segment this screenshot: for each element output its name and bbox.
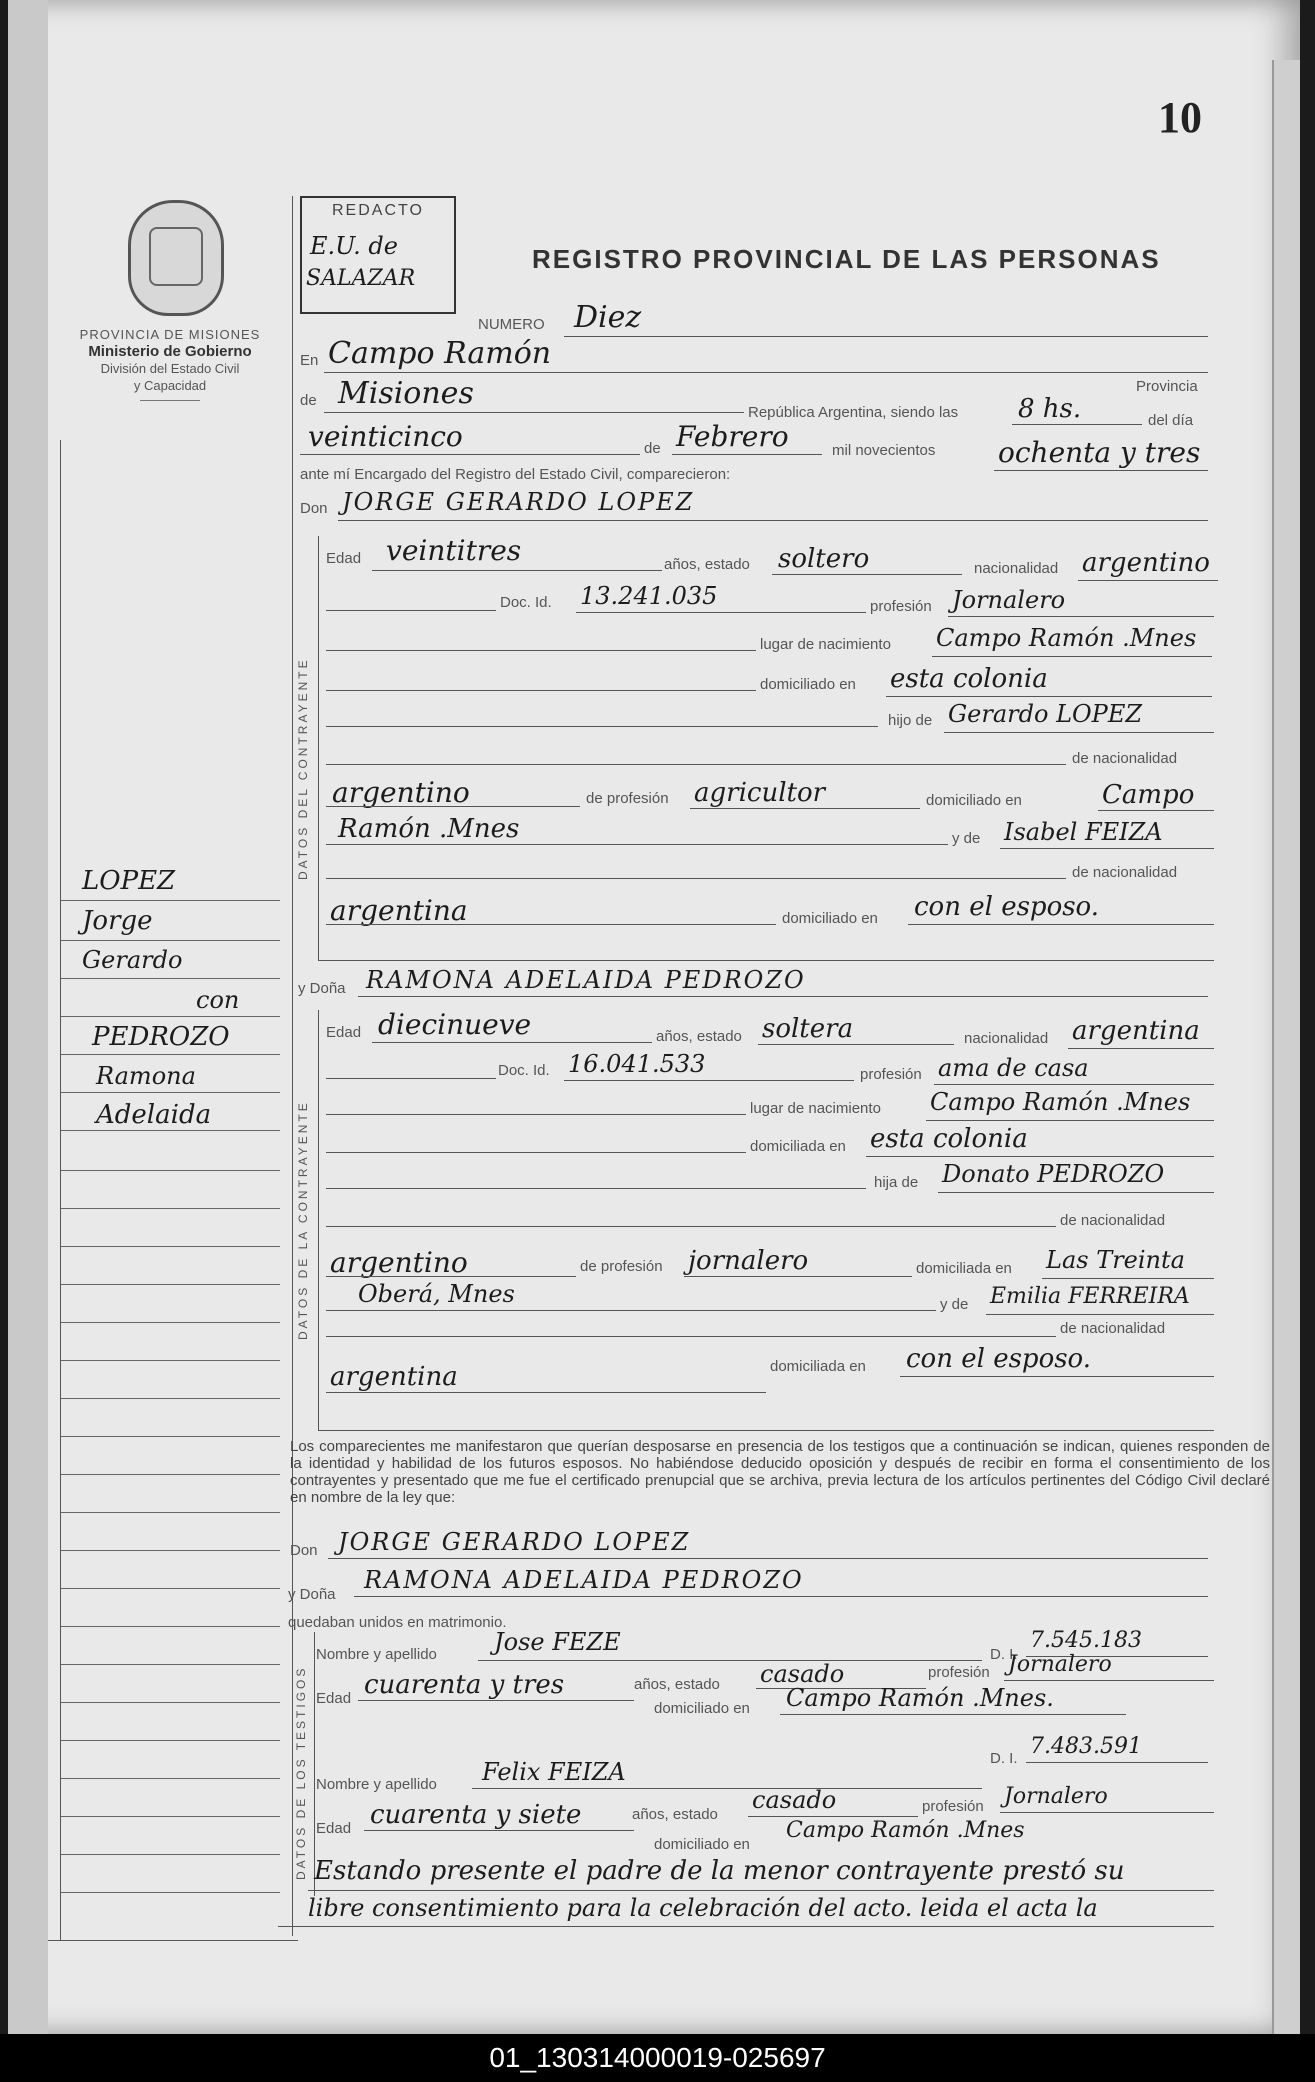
- t1-dom-label: domiciliado en: [654, 1700, 750, 1717]
- c2-padre-dom-label: domiciliada en: [916, 1260, 1012, 1277]
- margin-name-2: Gerardo: [82, 946, 183, 974]
- decl-quedaban: quedaban unidos en matrimonio.: [288, 1614, 507, 1631]
- division-line1: División del Estado Civil: [100, 361, 240, 376]
- ante-label: ante mí Encargado del Registro del Estado Civil, comparecieron:: [300, 466, 731, 483]
- c1-padre-nac-label: de nacionalidad: [1072, 750, 1178, 767]
- c2-padre-dom1: Las Treinta: [1046, 1246, 1185, 1274]
- t1-edad: cuarenta y tres: [364, 1670, 565, 1700]
- de-label-2: de: [644, 440, 661, 457]
- t2-dom-label: domiciliado en: [654, 1836, 750, 1853]
- c1-padre-prof: agricultor: [694, 778, 826, 808]
- stamp-label: REDACTO: [332, 202, 424, 219]
- en-label: En: [300, 352, 319, 369]
- contrayente1-side-label: DATOS DEL CONTRAYENTE: [296, 657, 310, 880]
- division-line2: y Capacidad: [133, 378, 207, 393]
- c2-edad: diecinueve: [378, 1008, 532, 1041]
- c1-nac-label: nacionalidad: [974, 560, 1059, 577]
- t1-estado: casado: [760, 1660, 845, 1688]
- c1-edad-label: Edad: [326, 550, 362, 567]
- c1-madre-nac: argentina: [330, 894, 468, 927]
- register-page: [8, 0, 1300, 2034]
- c2-edad-label: Edad: [326, 1024, 362, 1041]
- c2-doc-label: Doc. Id.: [498, 1062, 550, 1079]
- provincia-label: Provincia: [1136, 378, 1198, 395]
- ministry-block: [60, 326, 280, 401]
- c2-nacionalidad: argentina: [1072, 1016, 1200, 1046]
- c2-lugarnac-label: lugar de nacimiento: [750, 1100, 881, 1117]
- c1-prof-label: profesión: [870, 598, 932, 615]
- t2-edad-label: Edad: [316, 1820, 352, 1837]
- c1-madre-nac-label: de nacionalidad: [1072, 864, 1178, 881]
- frame-left-line: [292, 196, 293, 1936]
- margin-name-3: Ramona: [96, 1062, 196, 1090]
- c2-padre-prof: jornalero: [688, 1246, 809, 1276]
- c1-estado: soltero: [778, 544, 870, 574]
- anio-value: ochenta y tres: [998, 436, 1201, 469]
- c2-madre-dom-label: domiciliada en: [770, 1358, 866, 1375]
- stamp-hand-1: E.U. de: [310, 232, 398, 260]
- contrayente2-side-label: DATOS DE LA CONTRAYENTE: [296, 1100, 310, 1340]
- nota-line-2: libre consentimiento para la celebración del acto. leida el acta la: [308, 1894, 1098, 1922]
- t1-nombre: Jose FEZE: [494, 1628, 621, 1656]
- t2-nombre: Felix FEIZA: [482, 1758, 626, 1786]
- c1-anios-label: años, estado: [664, 556, 750, 573]
- scan-id-footer: 01_130314000019-025697: [0, 2034, 1315, 2082]
- c2-profesion: ama de casa: [938, 1054, 1089, 1082]
- c1-padre-dom-label: domiciliado en: [926, 792, 1022, 809]
- t2-domicilio: Campo Ramón .Mnes: [786, 1818, 1025, 1843]
- declaration-text: Los comparecientes me manifestaron que querían desposarse en presencia de los testigos que a continuación se indican, quienes responden de la identidad y habilidad de los futuros esposos. No habiéndose deducido oposición y después de recibir en forma el consentimiento de los contrayentes y presentado que me fue el certificado prenupcial que se archiva, previa lectura de los artículos pertinentes del Código Civil declaré en nombre de la ley que:: [290, 1438, 1270, 1506]
- binding-strip: [8, 0, 48, 2034]
- c1-padre-prof-label: de profesión: [586, 790, 669, 807]
- del-dia-label: del día: [1148, 412, 1194, 429]
- c1-nacionalidad: argentino: [1082, 548, 1210, 578]
- numero-value: Diez: [574, 300, 642, 335]
- hora-value: 8 hs.: [1018, 394, 1082, 424]
- t2-nombre-label: Nombre y apellido: [316, 1776, 437, 1793]
- c1-domicilio: esta colonia: [890, 664, 1048, 694]
- c1-madre-dom: con el esposo.: [914, 892, 1100, 922]
- margin-name-1: Jorge: [82, 906, 153, 936]
- republica-label: República Argentina, siendo las: [748, 404, 959, 421]
- decl-don-label: Don: [290, 1542, 318, 1559]
- don-label: Don: [300, 500, 328, 517]
- dona-label: y Doña: [298, 980, 346, 997]
- testigos-side-label: DATOS DE LOS TESTIGOS: [294, 1665, 308, 1880]
- margin-name-4: Adelaida: [96, 1100, 212, 1130]
- page-number: 10: [1158, 93, 1202, 142]
- t1-di: 7.545.183: [1030, 1628, 1142, 1653]
- c1-lugarnac: Campo Ramón .Mnes: [936, 624, 1197, 652]
- c2-yde-label: y de: [940, 1296, 969, 1313]
- c2-dom-label: domiciliada en: [750, 1138, 846, 1155]
- c1-yde-label: y de: [952, 830, 981, 847]
- margin-con: con: [196, 986, 240, 1014]
- c2-nac-label: nacionalidad: [964, 1030, 1049, 1047]
- c1-padre-dom2: Ramón .Mnes: [338, 814, 520, 844]
- t1-anios-label: años, estado: [634, 1676, 720, 1693]
- de-label: de: [300, 392, 317, 409]
- t1-profesion: Jornalero: [1008, 1652, 1112, 1677]
- contrayente1-nombre: JORGE GERARDO LOPEZ: [342, 488, 695, 516]
- margin-surname-2: PEDROZO: [92, 1022, 230, 1052]
- t2-di: 7.483.591: [1030, 1734, 1142, 1759]
- province-seal-icon: [128, 200, 224, 316]
- c2-domicilio: esta colonia: [870, 1124, 1028, 1154]
- c2-doc: 16.041.533: [568, 1050, 706, 1078]
- redacto-stamp: [300, 196, 456, 314]
- c1-doc: 13.241.035: [580, 582, 718, 610]
- mil-label: mil novecientos: [832, 442, 936, 459]
- province-name: PROVINCIA DE MISIONES: [79, 327, 261, 342]
- contrayente2-nombre: RAMONA ADELAIDA PEDROZO: [366, 966, 806, 994]
- stamp-hand-2: SALAZAR: [306, 266, 416, 291]
- t1-prof-label: profesión: [928, 1664, 990, 1681]
- lugar-value: Campo Ramón: [328, 336, 552, 371]
- c1-padre-dom1: Campo: [1102, 780, 1195, 810]
- c2-hija-label: hija de: [874, 1174, 919, 1191]
- c2-padre-nac-label: de nacionalidad: [1060, 1212, 1166, 1229]
- document-title: REGISTRO PROVINCIAL DE LAS PERSONAS: [532, 244, 1161, 274]
- c2-padre: Donato PEDROZO: [942, 1160, 1165, 1188]
- c2-madre-nac-label: de nacionalidad: [1060, 1320, 1166, 1337]
- c1-doc-label: Doc. Id.: [500, 594, 552, 611]
- c1-profesion: Jornalero: [952, 586, 1066, 614]
- t2-profesion: Jornalero: [1004, 1784, 1108, 1809]
- decl-dona-label: y Doña: [288, 1586, 336, 1603]
- c2-anios-label: años, estado: [656, 1028, 742, 1045]
- page-edge: [1272, 60, 1300, 2034]
- c2-padre-dom2: Oberá, Mnes: [358, 1280, 515, 1308]
- c2-lugarnac: Campo Ramón .Mnes: [930, 1088, 1191, 1116]
- t1-di-label: D. I.: [990, 1646, 1018, 1663]
- c2-madre-nac: argentina: [330, 1362, 458, 1392]
- c2-padre-nac: argentino: [330, 1246, 468, 1279]
- t1-edad-label: Edad: [316, 1690, 352, 1707]
- c2-madre-dom: con el esposo.: [906, 1344, 1092, 1374]
- c1-padre: Gerardo LOPEZ: [948, 700, 1143, 728]
- t2-prof-label: profesión: [922, 1798, 984, 1815]
- t2-di-label: D. I.: [990, 1750, 1018, 1767]
- decl-don: JORGE GERARDO LOPEZ: [338, 1528, 691, 1556]
- mes-value: Febrero: [676, 420, 789, 453]
- c2-prof-label: profesión: [860, 1066, 922, 1083]
- c1-madre-dom-label: domiciliado en: [782, 910, 878, 927]
- c1-edad: veintitres: [386, 534, 522, 567]
- provincia-value: Misiones: [338, 376, 474, 411]
- c1-dom-label: domiciliado en: [760, 676, 856, 693]
- t1-nombre-label: Nombre y apellido: [316, 1646, 437, 1663]
- numero-label: NUMERO: [478, 316, 545, 333]
- c2-madre: Emilia FERREIRA: [990, 1284, 1190, 1309]
- c1-padre-nac: argentino: [332, 776, 470, 809]
- t2-edad: cuarenta y siete: [370, 1800, 582, 1830]
- c1-lugarnac-label: lugar de nacimiento: [760, 636, 891, 653]
- c2-padre-prof-label: de profesión: [580, 1258, 663, 1275]
- margin-surname-1: LOPEZ: [82, 866, 176, 896]
- t1-domicilio: Campo Ramón .Mnes.: [786, 1684, 1054, 1712]
- nota-line-1: Estando presente el padre de la menor contrayente prestó su: [314, 1856, 1125, 1886]
- ministry-name: Ministerio de Gobierno: [88, 343, 252, 360]
- c1-hijo-label: hijo de: [888, 712, 933, 729]
- c2-estado: soltera: [762, 1014, 854, 1044]
- t2-anios-label: años, estado: [632, 1806, 718, 1823]
- decl-dona: RAMONA ADELAIDA PEDROZO: [364, 1566, 804, 1594]
- dia-value: veinticinco: [308, 420, 463, 453]
- c1-madre: Isabel FEIZA: [1004, 818, 1163, 846]
- t2-estado: casado: [752, 1786, 837, 1814]
